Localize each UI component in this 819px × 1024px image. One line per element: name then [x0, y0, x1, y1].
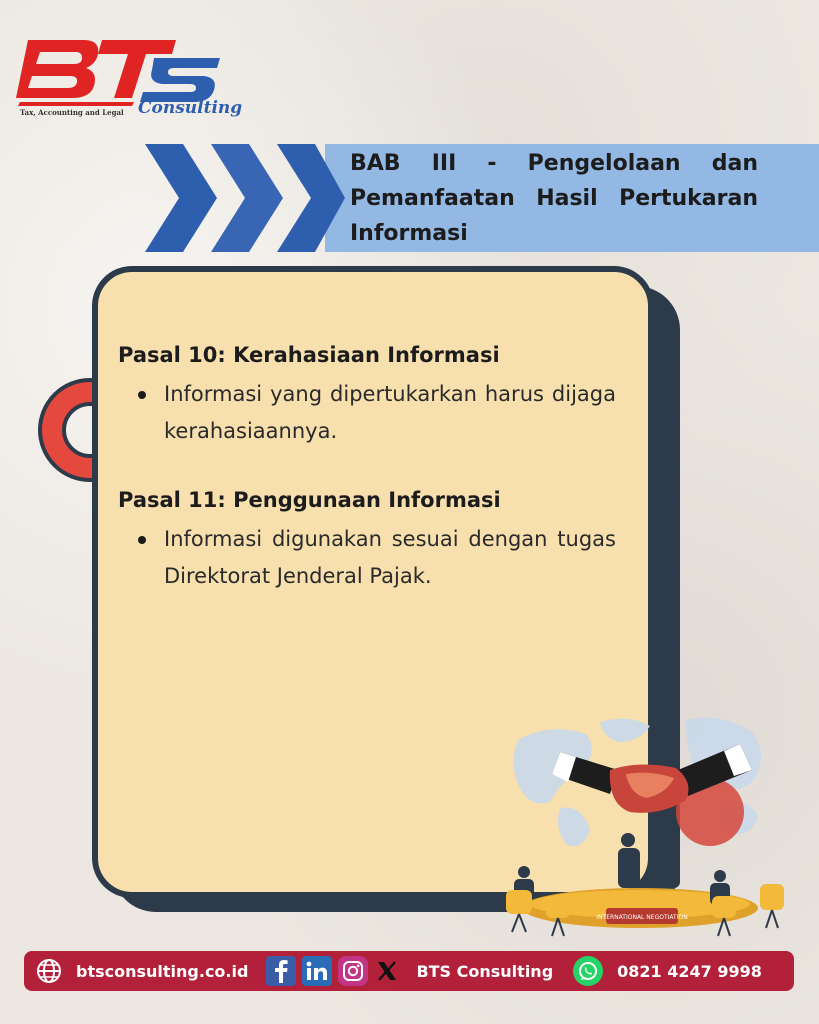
whatsapp-icon[interactable]: [573, 956, 603, 986]
list-item: [118, 376, 618, 450]
pasal-10-bullet: Informasi yang dipertukarkan harus dijaga kerahasiaannya.: [164, 382, 616, 443]
chevron-1: [145, 144, 217, 252]
phone-number[interactable]: 0821 4247 9998: [617, 961, 762, 981]
globe-icon: [34, 958, 64, 984]
pasal-10-section: [118, 340, 618, 450]
bullet-dot: [138, 391, 146, 399]
logo-consulting: Consulting: [138, 98, 243, 118]
website-link[interactable]: btsconsulting.co.id: [76, 961, 249, 981]
pasal-10-title: Pasal 10: Kerahasiaan Informasi: [118, 343, 500, 367]
linkedin-icon[interactable]: [302, 956, 332, 986]
logo-tagline: Tax, Accounting and Legal: [20, 108, 124, 117]
list-item: [118, 521, 618, 595]
chevron-2: [211, 144, 283, 252]
banner-text: INTERNATIONAL NEGOTIATION: [596, 914, 688, 921]
pasal-11-bullet: Informasi digunakan sesuai dengan tugas Direktorat Jenderal Pajak.: [164, 527, 616, 588]
page-title: BAB III - Pengelolaan dan Pemanfaatan Hasil Pertukaran Informasi: [350, 151, 758, 246]
instagram-icon[interactable]: [338, 956, 368, 986]
pasal-11-title: Pasal 11: Penggunaan Informasi: [118, 488, 501, 512]
chevron-3: [277, 144, 345, 252]
footer-bar: [24, 951, 794, 991]
negotiation-illustration: [490, 712, 800, 944]
pasal-11-section: [118, 485, 618, 595]
social-name: BTS Consulting: [416, 961, 554, 981]
chevron-arrows: [145, 144, 345, 252]
x-icon[interactable]: [374, 960, 400, 982]
facebook-icon[interactable]: [266, 956, 296, 986]
bullet-dot: [138, 536, 146, 544]
